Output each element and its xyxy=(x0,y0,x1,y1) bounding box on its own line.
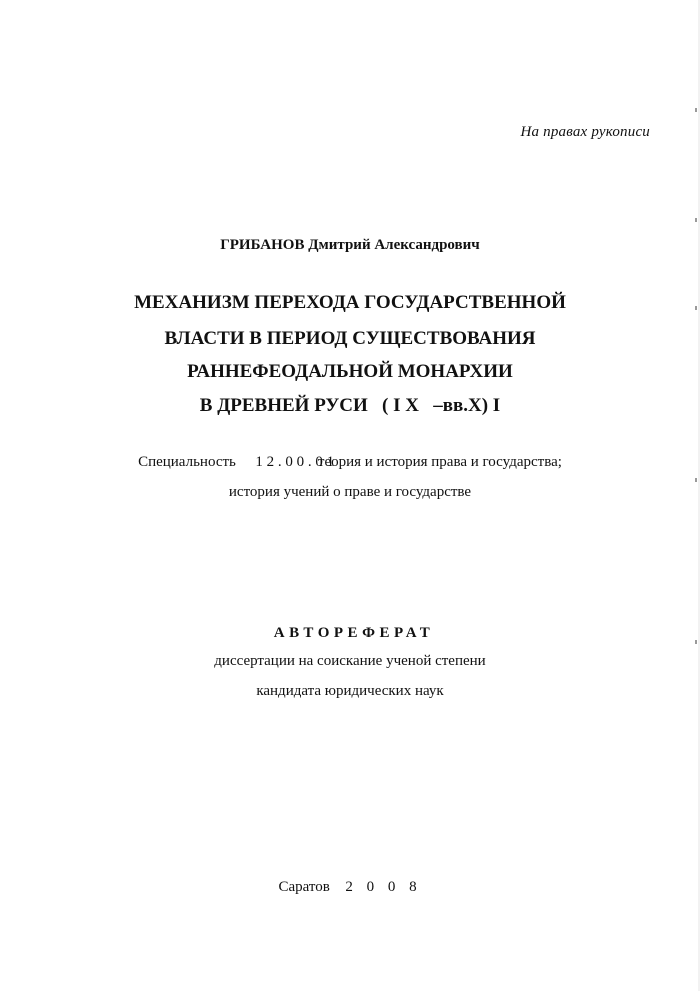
specialty-name-continued: история учений о праве и государстве xyxy=(228,484,472,500)
description-line-1: диссертации на соискание ученой степени xyxy=(214,653,486,669)
year: 2 0 0 8 xyxy=(345,879,422,895)
title-line-3: РАННЕФЕОДАЛЬНОЙ МОНАРХИИ xyxy=(187,361,513,382)
author-name: ГРИБАНОВ Дмитрий Александрович xyxy=(220,237,480,253)
description-line-2: кандидата юридических наук xyxy=(256,683,444,699)
place-and-year xyxy=(0,879,700,896)
title-line-4: В ДРЕВНЕЙ РУСИ ( I X –вв.X) I xyxy=(199,395,501,416)
document-type: АВТОРЕФЕРАТ xyxy=(273,625,435,641)
manuscript-rights-note: На правах рукописи xyxy=(520,124,650,140)
title-line-1: МЕХАНИЗМ ПЕРЕХОДА ГОСУДАРСТВЕННОЙ xyxy=(134,292,566,313)
scan-mark xyxy=(695,478,697,482)
city-name: Саратов xyxy=(278,879,330,895)
scan-mark xyxy=(695,218,697,222)
specialty-label: Специальность xyxy=(138,454,236,470)
scan-mark xyxy=(695,108,697,112)
specialty-name: теория и история права и государства; xyxy=(317,454,562,470)
specialty-code: 1 2 . 0 0 . 0 1 xyxy=(255,454,335,470)
specialty-line xyxy=(0,454,700,471)
title-line-2: ВЛАСТИ В ПЕРИОД СУЩЕСТВОВАНИЯ xyxy=(164,328,536,349)
